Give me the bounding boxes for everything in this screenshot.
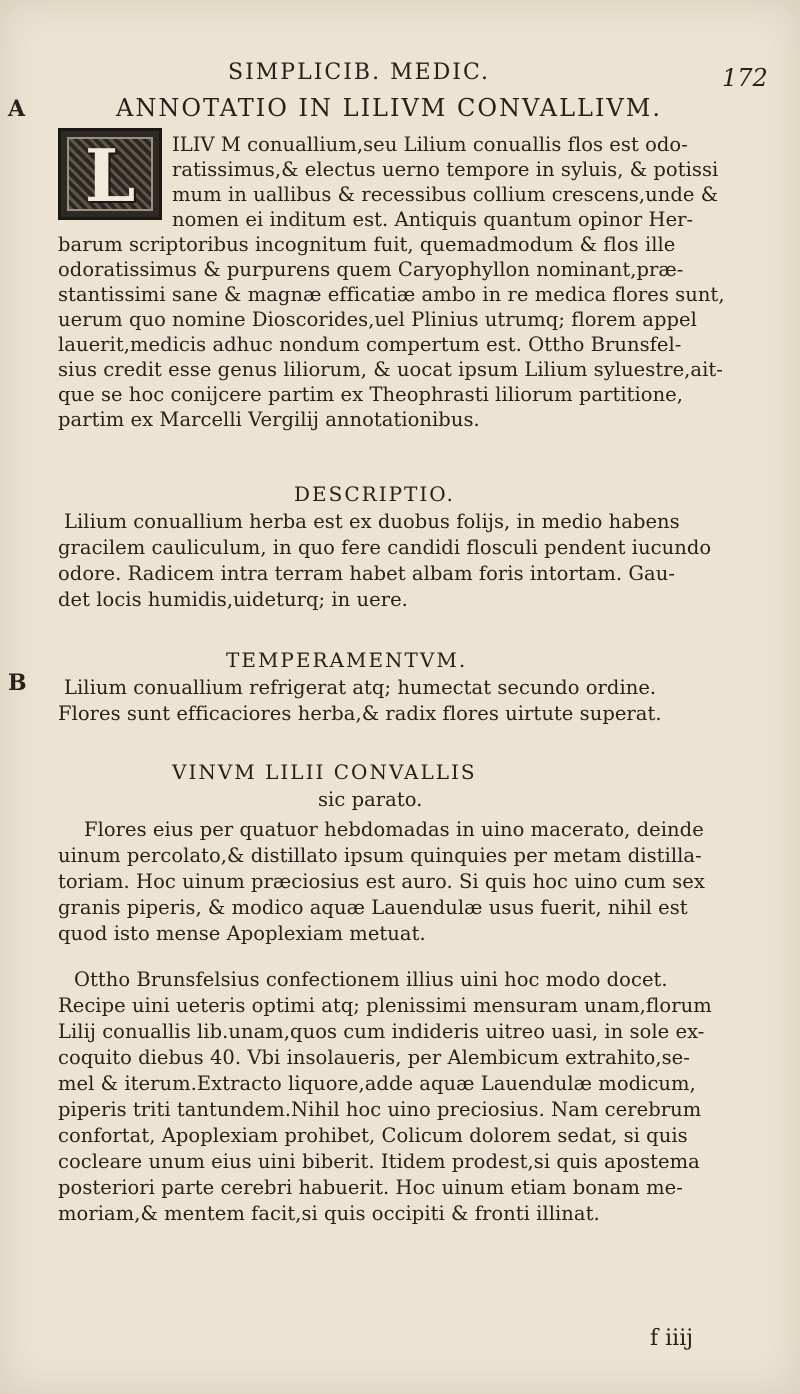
vinum-line: quod isto mense Apoplexiam metuat. [58, 922, 426, 945]
confectio-line: piperis triti tantundem.Nihil hoc uino preciosius. Nam cerebrum [58, 1098, 702, 1121]
confectio-line: mel & iterum.Extracto liquore,adde aquæ Lauendulæ modicum, [58, 1072, 696, 1095]
descriptio-line: Lilium conuallium herba est ex duobus folijs, in medio habens [64, 510, 680, 533]
signature-mark: f iiij [650, 1326, 694, 1351]
temperamentum-line: Flores sunt efficaciores herba,& radix flores uirtute superat. [58, 702, 662, 725]
vinum-line: uinum percolato,& distillato ipsum quinquies per metam distilla- [58, 844, 702, 867]
running-head: SIMPLICIB. MEDIC. [228, 60, 491, 85]
intro-line: stantissimi sane & magnæ efficatiæ ambo in re medica flores sunt, [58, 283, 725, 306]
confectio-line: Lilij conuallis lib.unam,quos cum indideris uitreo uasi, in sole ex- [58, 1020, 705, 1043]
intro-line: partim ex Marcelli Vergilij annotationibus. [58, 408, 480, 431]
vinum-line: Flores eius per quatuor hebdomadas in uino macerato, deinde [84, 818, 704, 841]
section-subheading-vinum: sic parato. [318, 788, 423, 811]
section-heading-temperamentum: TEMPERAMENTVM. [226, 648, 468, 672]
intro-line: que se hoc conijcere partim ex Theophrasti liliorum partitione, [58, 383, 684, 406]
confectio-line: posteriori parte cerebri habuerit. Hoc uinum etiam bonam me- [58, 1176, 683, 1199]
intro-line: ratissimus,& electus uerno tempore in syluis, & potissi [172, 158, 719, 181]
confectio-line: Recipe uini ueteris optimi atq; plenissimi mensuram unam,florum [58, 994, 712, 1017]
confectio-line: Ottho Brunsfelsius confectionem illius uini hoc modo docet. [74, 968, 668, 991]
temperamentum-line: Lilium conuallium refrigerat atq; humectat secundo ordine. [64, 676, 657, 699]
intro-line: sius credit esse genus liliorum, & uocat ipsum Lilium syluestre,ait- [58, 358, 723, 381]
section-heading-vinum: VINVM LILII CONVALLIS [172, 760, 477, 784]
intro-line: mum in uallibus & recessibus collium crescens,unde & [172, 183, 719, 206]
chapter-title: ANNOTATIO IN LILIVM CONVALLIVM. [116, 94, 662, 122]
descriptio-line: det locis humidis,uideturq; in uere. [58, 588, 408, 611]
initial-letter: L [84, 133, 136, 218]
descriptio-line: gracilem cauliculum, in quo fere candidi flosculi pendent iucundo [58, 536, 712, 559]
intro-line: ILIV M conuallium,seu Lilium conuallis flos est odo- [172, 133, 688, 156]
vinum-line: granis piperis, & modico aquæ Lauendulæ usus fuerit, nihil est [58, 896, 688, 919]
decorated-initial [58, 128, 162, 220]
margin-letter-b: B [8, 670, 27, 696]
intro-line: nomen ei inditum est. Antiquis quantum opinor Her- [172, 208, 694, 231]
folio-number: 172 [722, 64, 768, 92]
confectio-line: moriam,& mentem facit,si quis occipiti & fronti illinat. [58, 1202, 600, 1225]
section-heading-descriptio: DESCRIPTIO. [294, 482, 455, 506]
margin-letter-a: A [8, 96, 26, 122]
descriptio-line: odore. Radicem intra terram habet albam foris intortam. Gau- [58, 562, 675, 585]
confectio-line: coquito diebus 40. Vbi insolaueris, per Alembicum extrahito,se- [58, 1046, 690, 1069]
intro-line: uerum quo nomine Dioscorides,uel Plinius utrumq; florem appel [58, 308, 697, 331]
vinum-line: toriam. Hoc uinum præciosius est auro. Si quis hoc uino cum sex [58, 870, 705, 893]
confectio-line: cocleare unum eius uini biberit. Itidem prodest,si quis apostema [58, 1150, 700, 1173]
confectio-line: confortat, Apoplexiam prohibet, Colicum dolorem sedat, si quis [58, 1124, 688, 1147]
intro-line: odoratissimus & purpurens quem Caryophyllon nominant,præ- [58, 258, 684, 281]
intro-line: barum scriptoribus incognitum fuit, quemadmodum & flos ille [58, 233, 676, 256]
intro-line: lauerit,medicis adhuc nondum compertum est. Ottho Brunsfel- [58, 333, 682, 356]
